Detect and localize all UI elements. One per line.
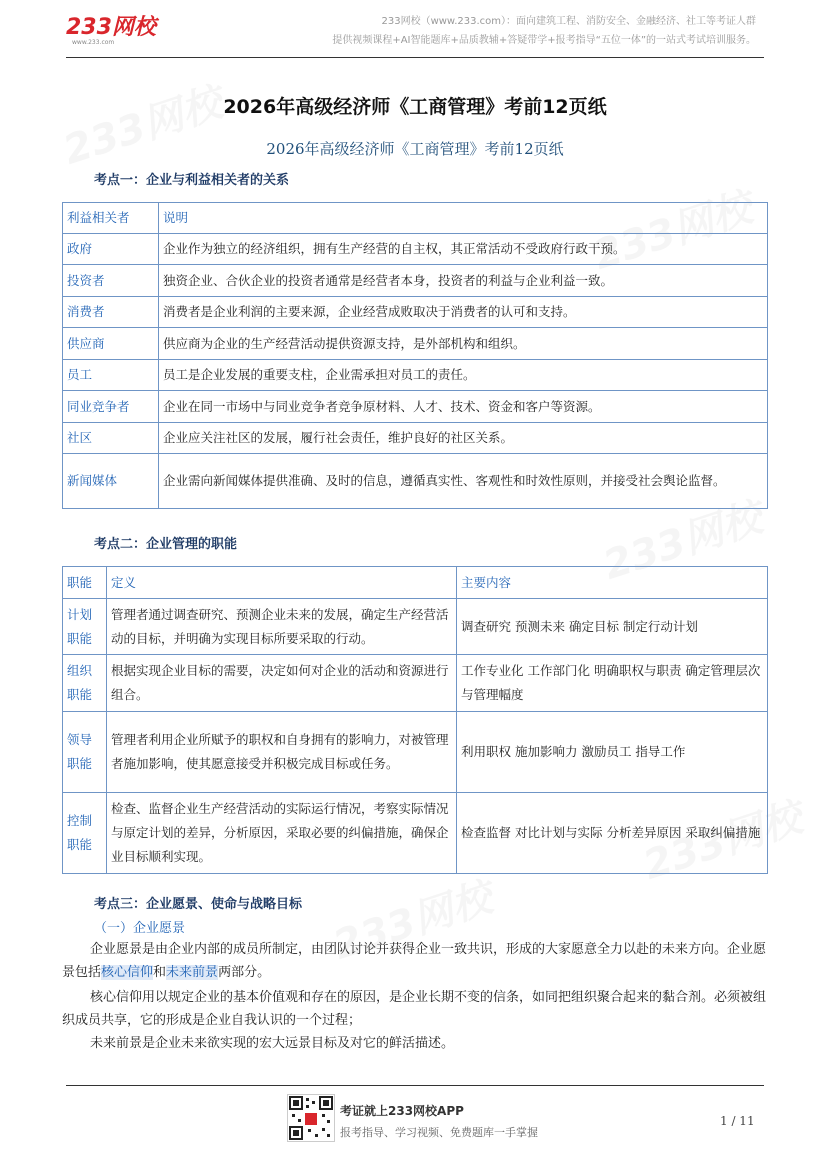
section-heading-2: 考点二：企业管理的职能 xyxy=(94,537,238,552)
function-content: 检查监督 对比计划与实际 分析差异原因 采取纠偏措施 xyxy=(457,793,768,874)
table-row xyxy=(63,297,768,328)
footer-divider xyxy=(66,1085,764,1086)
highlight-term: 核心信仰 xyxy=(101,965,154,980)
footer-subtitle: 报考指导、学习视频、免费题库一手掌握 xyxy=(340,1126,538,1139)
stakeholder-name: 政府 xyxy=(63,234,159,265)
table-row xyxy=(63,234,768,265)
stakeholder-desc: 企业应关注社区的发展，履行社会责任，维护良好的社区关系。 xyxy=(159,423,768,454)
header-line-2: 提供视频课程+AI智能题库+品质教辅+答疑带学+报考指导“五位一体”的一站式考试培训服务。 xyxy=(332,35,756,46)
stakeholder-name: 消费者 xyxy=(63,297,159,328)
header-description xyxy=(332,12,756,50)
stakeholder-name: 投资者 xyxy=(63,265,159,297)
page-header xyxy=(66,8,764,58)
table-row xyxy=(63,655,768,712)
table-row xyxy=(63,793,768,874)
table-header-cell: 利益相关者 xyxy=(63,203,159,234)
section-heading-3: 考点三：企业愿景、使命与战略目标 xyxy=(94,897,303,912)
subsection-heading: （一）企业愿景 xyxy=(94,921,186,936)
function-name: 计划职能 xyxy=(63,599,107,655)
logo-text: 233网校 xyxy=(66,15,156,40)
brand-logo xyxy=(66,10,156,46)
table-row xyxy=(63,391,768,423)
stakeholder-desc: 供应商为企业的生产经营活动提供资源支持，是外部机构和组织。 xyxy=(159,328,768,360)
qr-code-icon xyxy=(287,1094,335,1142)
stakeholder-desc: 消费者是企业利润的主要来源，企业经营成败取决于消费者的认可和支持。 xyxy=(159,297,768,328)
stakeholder-name: 供应商 xyxy=(63,328,159,360)
stakeholder-table xyxy=(62,202,768,509)
table-header-cell: 职能 xyxy=(63,567,107,599)
table-row xyxy=(63,360,768,391)
function-content: 调查研究 预测未来 确定目标 制定行动计划 xyxy=(457,599,768,655)
header-line-1: 233网校（www.233.com）：面向建筑工程、消防安全、金融经济、社工等考证人群 xyxy=(381,16,756,27)
paragraph-text: 和 xyxy=(153,965,167,980)
watermark xyxy=(55,71,228,176)
stakeholder-name: 员工 xyxy=(63,360,159,391)
table-row xyxy=(63,712,768,793)
page-title: 2026年高级经济师《工商管理》考前12页纸 xyxy=(223,96,607,118)
function-content: 工作专业化 工作部门化 明确职权与职责 确定管理层次与管理幅度 xyxy=(457,655,768,712)
function-definition: 检查、监督企业生产经营活动的实际运行情况，考察实际情况与原定计划的差异，分析原因，采取必要的纠偏措施，确保企业目标顺利实现。 xyxy=(107,793,457,874)
function-name: 控制职能 xyxy=(63,793,107,874)
paragraph: 核心信仰用以规定企业的基本价值观和存在的原因，是企业长期不变的信条，如同把组织聚合起来的黏合剂。必须被组织成员共享，它的形成是企业自我认识的一个过程； xyxy=(62,990,767,1028)
table-header-row xyxy=(63,567,768,599)
paragraph-text: 企业愿景是由企业内部的成员所制定，由团队讨论并获得企业一致共识，形成的大家愿意全力以赴的未来方向。企业愿景包括 xyxy=(62,942,767,980)
table-header-cell: 定义 xyxy=(107,567,457,599)
function-name: 领导职能 xyxy=(63,712,107,793)
stakeholder-desc: 企业作为独立的经济组织，拥有生产经营的自主权，其正常活动不受政府行政干预。 xyxy=(159,234,768,265)
stakeholder-desc: 独资企业、合伙企业的投资者通常是经营者本身，投资者的利益与企业利益一致。 xyxy=(159,265,768,297)
table-row xyxy=(63,265,768,297)
logo-url: www.233.com xyxy=(72,39,115,46)
stakeholder-desc: 企业在同一市场中与同业竞争者竞争原材料、人才、技术、资金和客户等资源。 xyxy=(159,391,768,423)
stakeholder-desc: 企业需向新闻媒体提供准确、及时的信息，遵循真实性、客观性和时效性原则，并接受社会舆论监督。 xyxy=(159,454,768,509)
table-header-row xyxy=(63,203,768,234)
paragraph xyxy=(62,938,768,984)
stakeholder-name: 新闻媒体 xyxy=(63,454,159,509)
paragraph-text: 两部分。 xyxy=(218,965,271,980)
page-subtitle: 2026年高级经济师《工商管理》考前12页纸 xyxy=(266,140,564,158)
header-divider xyxy=(66,57,764,58)
table-row xyxy=(63,328,768,360)
management-functions-table xyxy=(62,566,768,874)
table-header-cell: 说明 xyxy=(159,203,768,234)
stakeholder-name: 社区 xyxy=(63,423,159,454)
page-number: 1 / 11 xyxy=(720,1114,755,1128)
function-definition: 管理者通过调查研究、预测企业未来的发展，确定生产经营活动的目标，并明确为实现目标所要采取的行动。 xyxy=(107,599,457,655)
stakeholder-desc: 员工是企业发展的重要支柱，企业需承担对员工的责任。 xyxy=(159,360,768,391)
function-name: 组织职能 xyxy=(63,655,107,712)
highlight-term: 未来前景 xyxy=(166,965,219,980)
paragraph: 未来前景是企业未来欲实现的宏大远景目标及对它的鲜活描述。 xyxy=(90,1036,455,1051)
footer-title: 考证就上233网校APP xyxy=(340,1104,464,1118)
section-heading-1: 考点一：企业与利益相关者的关系 xyxy=(94,173,290,188)
table-header-cell: 主要内容 xyxy=(457,567,768,599)
table-row xyxy=(63,454,768,509)
function-content: 利用职权 施加影响力 激励员工 指导工作 xyxy=(457,712,768,793)
table-row xyxy=(63,599,768,655)
table-row xyxy=(63,423,768,454)
function-definition: 管理者利用企业所赋予的职权和自身拥有的影响力，对被管理者施加影响，使其愿意接受并积极完成目标或任务。 xyxy=(107,712,457,793)
stakeholder-name: 同业竞争者 xyxy=(63,391,159,423)
function-definition: 根据实现企业目标的需要，决定如何对企业的活动和资源进行组合。 xyxy=(107,655,457,712)
